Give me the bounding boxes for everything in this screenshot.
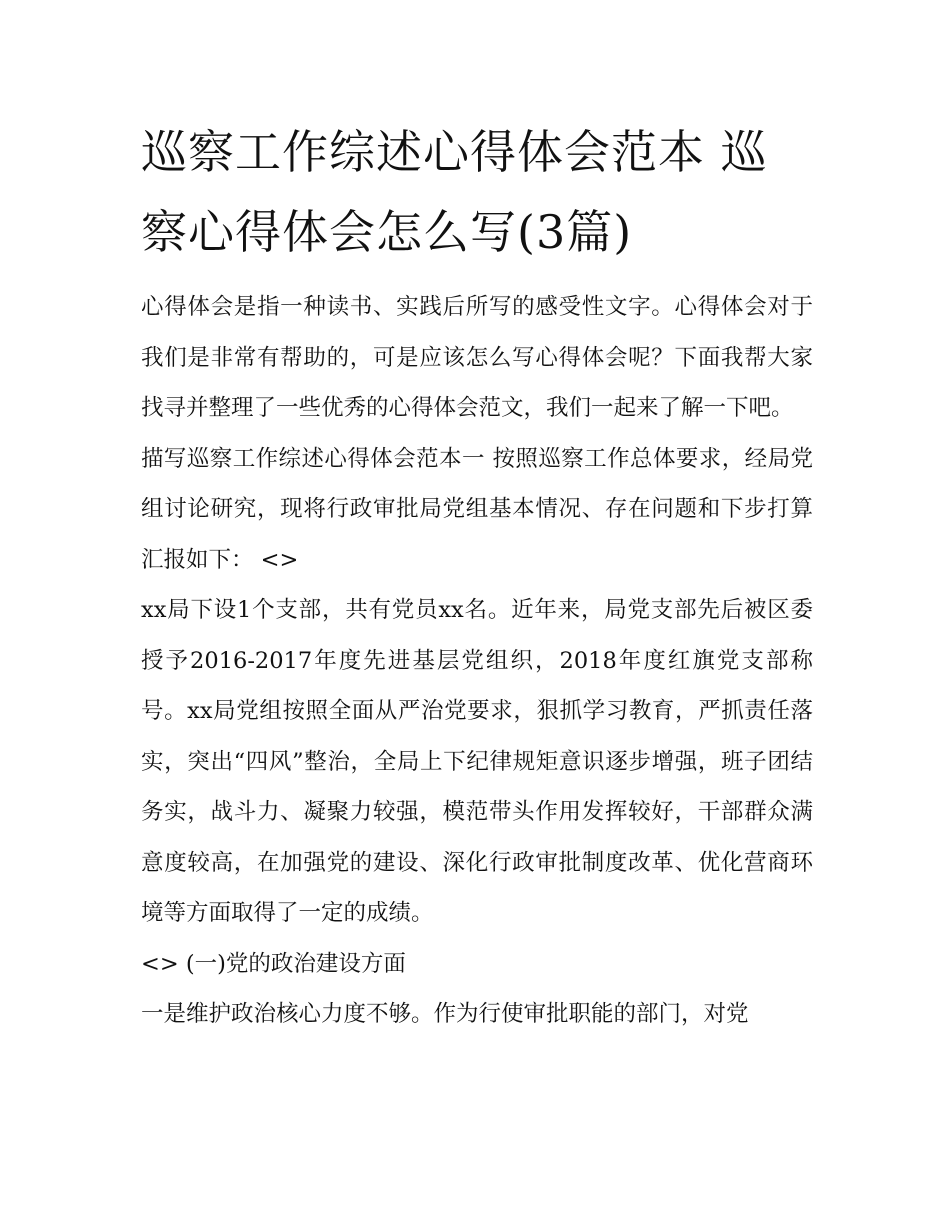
paragraph-section-heading: <> (一)党的政治建设方面 bbox=[141, 950, 406, 977]
paragraph-sample-one: 描写巡察工作综述心得体会范本一 按照巡察工作总体要求，经局党组讨论研究，现将行政审批局党组基本情况、存在问题和下步打算汇报如下： <> bbox=[141, 445, 813, 573]
document-title: 巡察工作综述心得体会范本 巡察心得体会怎么写(3篇) bbox=[141, 125, 768, 259]
paragraph-point-one: 一是维护政治核心力度不够。作为行使审批职能的部门，对党 bbox=[141, 1001, 749, 1027]
document-page bbox=[141, 112, 813, 1040]
paragraph-overview: xx局下设1个支部，共有党员xx名。近年来，局党支部先后被区委授予2016-2017年度先进基层党组织，2018年度红旗党支部称号。xx局党组按照全面从严治党要求，狠抓学习教育，严抓责任落实，突出“四风”整治，全局上下纪律规矩意识逐步增强，班子团结务实，战斗力、凝聚力较强，模范带头作用发挥较好，干部群众满意度较高，在加强党的建设、深化行政审批制度改革、优化营商环境等方面取得了一定的成绩。 bbox=[141, 597, 813, 926]
paragraph-intro: 心得体会是指一种读书、实践后所写的感受性文字。心得体会对于我们是非常有帮助的，可是应该怎么写心得体会呢？下面我帮大家找寻并整理了一些优秀的心得体会范文，我们一起来了解一下吧。 bbox=[141, 294, 813, 421]
document-body bbox=[141, 282, 813, 1040]
